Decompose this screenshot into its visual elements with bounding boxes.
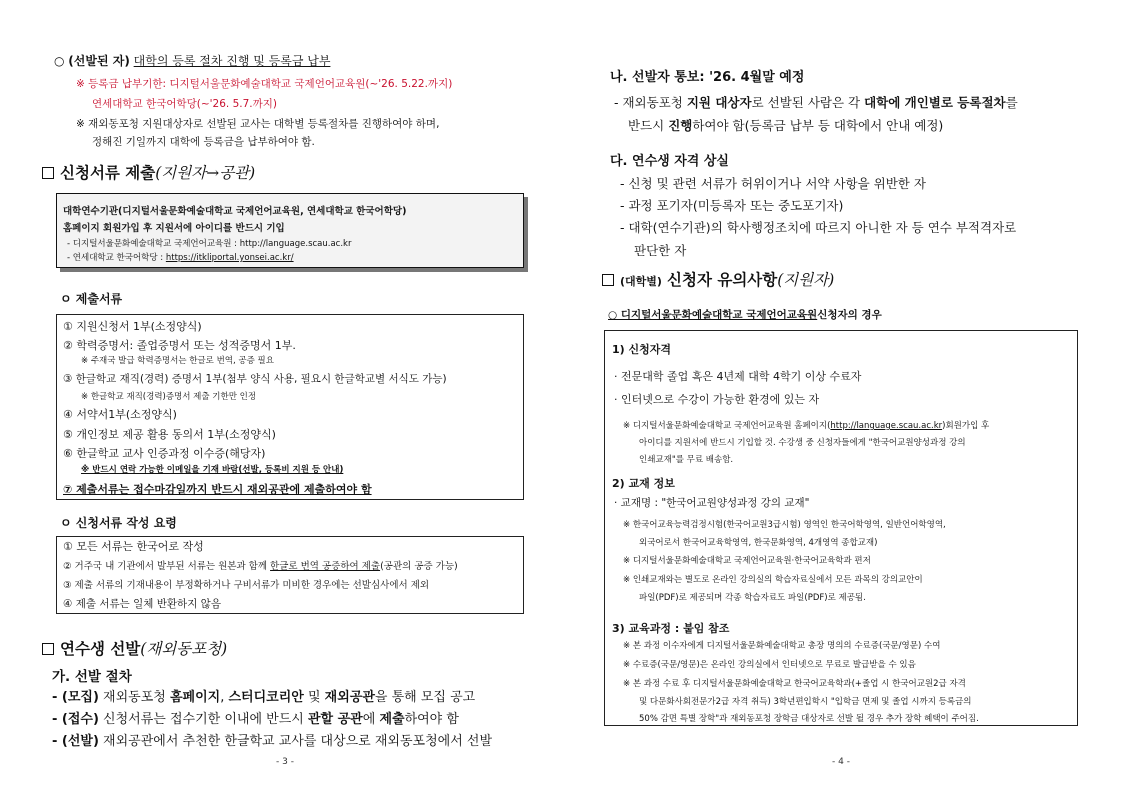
section-caution-title: (대학별) 신청자 유의사항(지원자) [602,268,834,290]
list-item: ③ 한글학교 재직(경력) 증명서 1부(첨부 양식 사용, 필요시 한글학교별 서식도 가능) [63,373,447,385]
left-page [40,0,530,793]
page-number: - 4 - [832,757,850,767]
section-trainee-title: 연수생 선발(재외동포청) [42,637,227,659]
list-item: · 인터넷으로 수강이 가능한 환경에 있는 자 [614,393,820,406]
notification-line2: 반드시 진행하여야 함(등록금 납부 등 대학에서 안내 예정) [628,118,944,133]
scau-applicant-heading: ○ 디지털서울문화예술대학교 국제언어교육원신청자의 경우 [608,309,882,321]
university-info-line1: 대학연수기관(디지털서울문화예술대학교 국제언어교육원, 연세대학교 한국어학당) [63,206,407,217]
scau-caution-box [604,330,1078,726]
list-item: ⑥ 한글학교 교사 인증과정 이수증(해당자) [63,447,266,460]
checkbox-square-icon [42,167,54,179]
list-item: ④ 서약서1부(소정양식) [63,408,177,421]
procedure-recruit: - (모집) 재외동포청 홈페이지, 스터디코리안 및 재외공관을 통해 모집 공고 [52,690,476,705]
list-note: ※ 수료증(국문/영문)은 온라인 강의실에서 인터넷으로 무료로 발급받을 수 있음 [623,660,916,670]
list-item: ① 지원신청서 1부(소정양식) [63,320,202,333]
registration-note: ※ 재외동포청 지원대상자로 선발된 교사는 대학별 등록절차를 진행하여야 하며, [76,118,440,130]
registration-note-2: 정해진 기일까지 대학에 등록금을 납부하여야 함. [92,136,315,148]
checkbox-square-icon [42,643,54,655]
list-item: - 신청 및 관련 서류가 허위이거나 서약 사항을 위반한 자 [620,176,926,191]
list-item: - 대학(연수기관)의 학사행정조치에 따르지 아니한 자 등 연수 부적격자로 [620,220,1017,235]
procedure-receive: - (접수) 신청서류는 접수기한 이내에 반드시 관할 공관에 제출하여야 함 [52,712,459,727]
homepage-note: ※ 디지털서울문화예술대학교 국제언어교육원 홈페이지(http://language.scau.ac.kr)회원가입 후 [623,421,990,431]
list-note: ※ 한국어교육능력검정시험(한국어교원3급시험) 영역인 한국어학영역, 일반언어학영역, [623,520,946,530]
list-note: 파일(PDF)로 제공되며 각종 학습자료도 파일(PDF)로 제공됨. [639,593,866,603]
list-item: 판단한 자 [634,243,687,258]
list-item: ② 학력증명서: 졸업증명서 또는 성적증명서 1부. [63,339,296,352]
list-item: ① 모든 서류는 한국어로 작성 [63,540,204,553]
tuition-deadline-note: ※ 등록금 납부기한: 디지털서울문화예술대학교 국제언어교육원(~'26. 5.22.까지) [76,78,453,90]
list-note: ※ 본 과정 이수자에게 디지털서울문화예술대학교 총장 명의의 수료증(국문/영문) 수여 [623,641,941,651]
list-item: ④ 제출 서류는 일체 반환하지 않음 [63,598,221,610]
list-item: - 과정 포기자(미등록자 또는 중도포기자) [620,198,844,213]
writing-guide-heading: ㅇ 신청서류 작성 요령 [60,516,177,530]
yonsei-url-line: - 연세대학교 한국어학당 : https://itkliportal.yonsei.ac.kr/ [67,253,294,263]
page-number: - 3 - [276,757,294,767]
writing-guide-box [56,536,524,614]
textbook-name: · 교재명 : "한국어교원양성과정 강의 교재" [614,497,810,509]
tuition-deadline-note-2: 연세대학교 한국어학당(~'26. 5.7.까지) [92,98,278,110]
list-note: ※ 주재국 발급 학력증명서는 한글로 번역, 공증 필요 [81,356,274,366]
list-note: 외국어로서 한국어교육학영역, 한국문화영역, 4개영역 종합교재) [639,538,878,548]
list-note: ※ 한글학교 재직(경력)증명서 제출 기한만 인정 [81,392,257,402]
university-info-line2: 홈페이지 회원가입 후 지원서에 아이디를 반드시 기입 [63,223,285,234]
list-item: ⑤ 개인정보 제공 활용 동의서 1부(소정양식) [63,428,276,441]
selection-text: 대학의 등록 절차 진행 및 등록금 납부 [133,54,331,68]
notification-heading: 나. 선발자 통보: '26. 4월말 예정 [610,70,805,85]
scau-homepage-link[interactable]: http://language.scau.ac.kr [830,421,943,431]
procedure-select: - (선발) 재외공관에서 추천한 한글학교 교사를 대상으로 재외동포청에서 선발 [52,734,493,749]
section-docs-title: 신청서류 제출(지원자→공관) [42,161,255,183]
deadline-item: ⑦ 제출서류는 접수마감일까지 반드시 재외공관에 제출하여야 함 [63,483,372,496]
list-item: · 전문대학 졸업 혹은 4년제 대학 4학기 이상 수료자 [614,370,862,383]
list-item: ② 거주국 내 기관에서 발부된 서류는 원본과 함께 한글로 번역 공증하여 제출(공관의 공증 가능) [63,561,458,572]
selection-label: (선발된 자) [68,54,130,68]
disqualification-heading: 다. 연수생 자격 상실 [610,154,729,169]
qualification-heading: 1) 신청자격 [612,343,672,356]
homepage-note-2: 아이디를 지원서에 반드시 기입할 것. 수강생 중 신청자들에게 "한국어교원양성과정 강의 [639,438,966,448]
checkbox-square-icon [602,274,614,286]
scau-url: - 디지털서울문화예술대학교 국제언어교육원 : http://language.scau.ac.kr [67,239,352,249]
list-note: ※ 본 과정 수료 후 디지털서울문화예술대학교 한국어교육학과(+졸업 시 한국어교원2급 자격 [623,679,966,689]
email-note: ※ 반드시 연락 가능한 이메일을 기재 바람(선발, 등록비 지원 등 안내) [81,465,344,475]
list-note: ※ 디지털서울문화예술대학교 국제언어교육원·한국어교육학과 편저 [623,556,871,566]
list-note: 50% 감면 특별 장학"과 재외동포청 장학금 대상자로 선발 될 경우 추가 장학 혜택이 주어짐. [639,714,979,724]
list-note: 및 다문화사회전문가2급 자격 취득) 3학년편입학시 "입학금 면제 및 졸업 시까지 등록금의 [639,697,972,707]
yonsei-url-link[interactable]: https://itkliportal.yonsei.ac.kr/ [165,253,294,263]
textbook-heading: 2) 교재 정보 [612,477,675,490]
selection-line: ○ (선발된 자) 대학의 등록 절차 진행 및 등록금 납부 [54,54,331,68]
homepage-note-3: 인쇄교재"를 무료 배송함. [639,455,734,465]
procedure-heading: 가. 선발 절차 [52,669,132,685]
list-item: ③ 제출 서류의 기재내용이 부정확하거나 구비서류가 미비한 경우에는 선발심사에서 제외 [63,580,430,591]
submit-docs-heading: ㅇ 제출서류 [60,292,123,306]
list-note: ※ 인쇄교재와는 별도로 온라인 강의실의 학습자료실에서 모든 과목의 강의교안이 [623,575,923,585]
right-page [598,0,1088,793]
submit-docs-box [56,314,524,500]
notification-line1: - 재외동포청 지원 대상자로 선발된 사람은 각 대학에 개인별로 등록절차를 [614,95,1018,110]
university-info-box [56,193,524,268]
curriculum-heading: 3) 교육과정 : 붙임 참조 [612,622,730,635]
